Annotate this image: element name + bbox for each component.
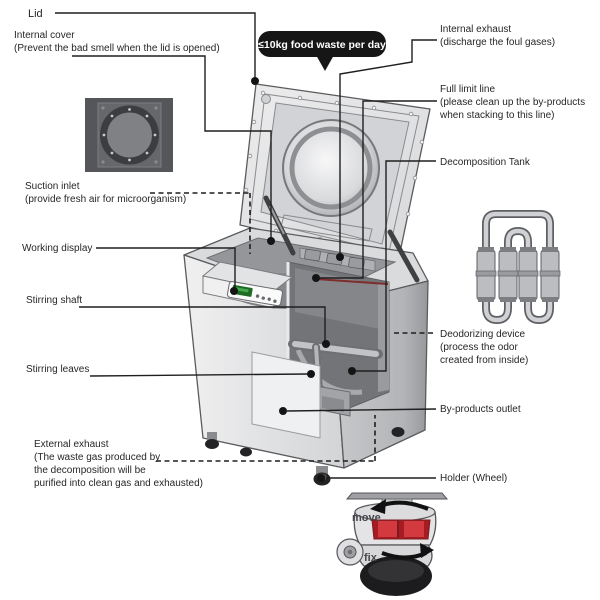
label-decomposition-tank: Decomposition Tank <box>440 157 530 168</box>
label-stirring-leaves: Stirring leaves <box>26 364 90 375</box>
label-working-display: Working display <box>22 243 93 254</box>
caster-illustration <box>337 493 447 596</box>
label-full-limit-line-desc2: when stacking to this line) <box>440 110 555 121</box>
callout-dot-lid <box>251 77 259 85</box>
label-lid: Lid <box>28 8 43 20</box>
label-internal-cover: Internal cover <box>14 30 75 41</box>
callout-dot-holder-wheel <box>317 474 325 482</box>
callout-dot-internal-cover <box>267 237 275 245</box>
label-holder-wheel: Holder (Wheel) <box>440 473 508 484</box>
label-external-exhaust: External exhaust <box>34 439 109 450</box>
callout-dot-stirring-shaft <box>322 340 330 348</box>
label-external-exhaust-desc1: (The waste gas produced by <box>34 452 161 463</box>
label-suction-inlet-desc: (provide fresh air for microorganism) <box>25 194 187 205</box>
suction-inlet-photo <box>85 98 173 172</box>
label-internal-cover-desc: (Prevent the bad smell when the lid is opened) <box>14 43 220 54</box>
label-internal-exhaust: Internal exhaust <box>440 24 512 35</box>
byproducts-outlet-panel <box>252 352 320 438</box>
caster-fix-label: fix <box>364 552 377 564</box>
machine-illustration <box>184 84 430 486</box>
label-deodorizing-device: Deodorizing device <box>440 329 526 340</box>
wheel <box>205 439 219 449</box>
label-deodorizing-device-desc2: created from inside) <box>440 355 529 366</box>
lid-hinge-hole <box>262 95 271 104</box>
badge-pointer <box>316 55 334 71</box>
label-full-limit-line-desc1: (please clean up the by-products <box>440 97 586 108</box>
deodorizing-device-illustration <box>476 214 560 320</box>
callout-dot-internal-exhaust <box>336 253 344 261</box>
caster-side-axle <box>348 550 353 555</box>
deodorizer-tubes <box>486 214 550 320</box>
wheel <box>240 448 252 457</box>
label-stirring-shaft: Stirring shaft <box>26 295 83 306</box>
caster-plate <box>347 493 447 499</box>
label-suction-inlet: Suction inlet <box>25 181 80 192</box>
label-full-limit-line: Full limit line <box>440 84 496 95</box>
wheel <box>392 427 405 437</box>
callout-dot-byproducts <box>279 407 287 415</box>
lid-dome <box>283 120 379 216</box>
callout-dot-working-display <box>230 287 238 295</box>
caster-move-label: move <box>352 512 381 524</box>
deodorizer-cylinders <box>476 247 560 302</box>
badge-text: ≤10kg food waste per day <box>258 39 386 51</box>
callout-dot-stirring-leaves <box>307 370 315 378</box>
tank-right-wall <box>378 282 389 392</box>
capacity-badge <box>258 31 386 71</box>
label-deodorizing-device-desc1: (process the odor <box>440 342 518 353</box>
label-external-exhaust-desc2: the decomposition will be <box>34 465 146 476</box>
callout-dot-decomposition-tank <box>348 367 356 375</box>
label-byproducts-outlet: By-products outlet <box>440 404 521 415</box>
label-internal-exhaust-desc: (discharge the foul gases) <box>440 37 556 48</box>
callout-dot-full-limit <box>312 274 320 282</box>
label-external-exhaust-desc3: purified into clean gas and exhausted) <box>34 478 204 489</box>
